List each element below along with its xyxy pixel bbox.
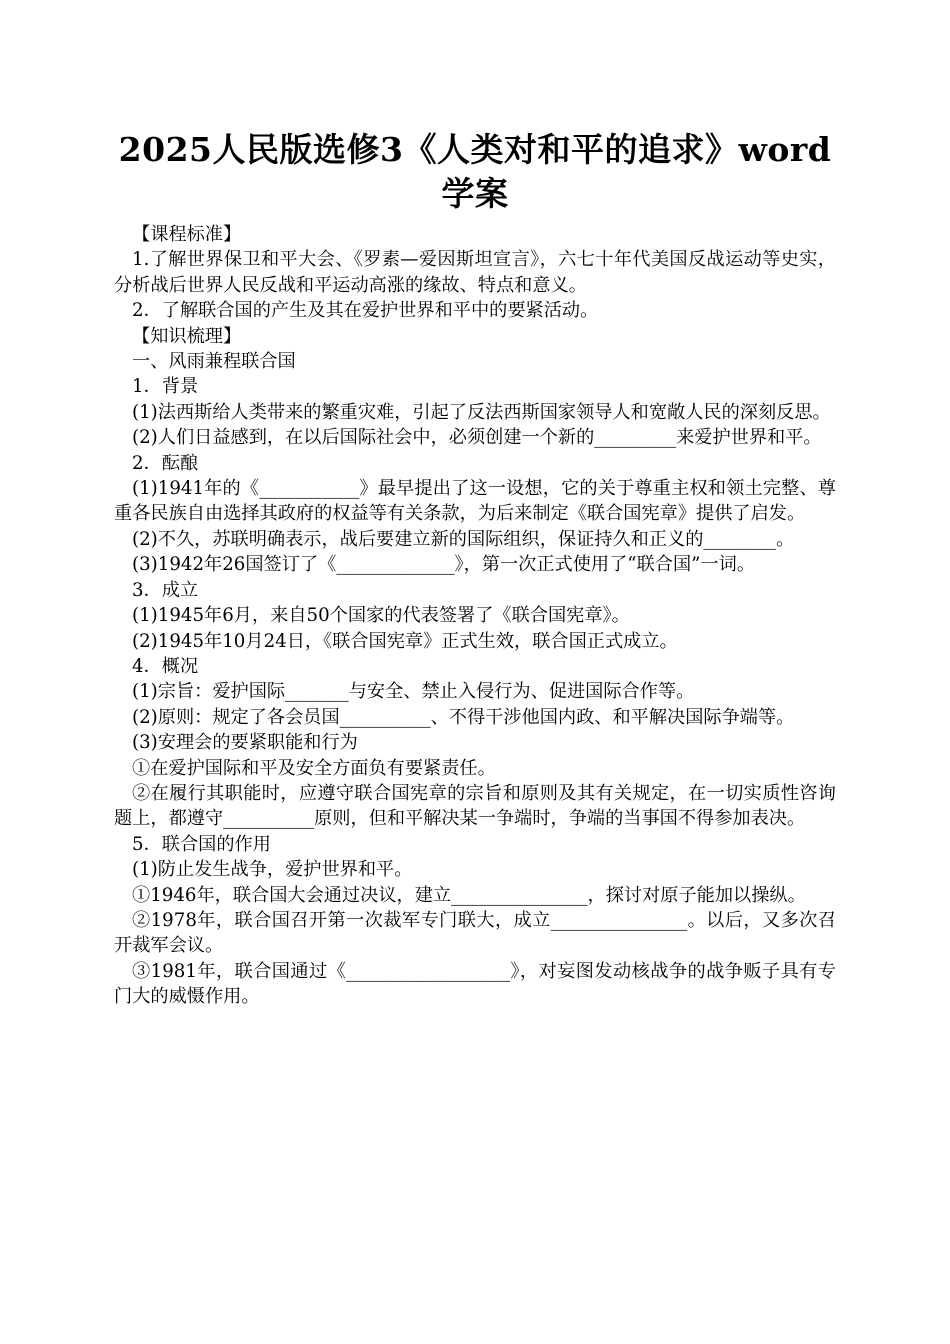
- paragraph: (1)法西斯给人类带来的繁重灾难，引起了反法西斯国家领导人和宽敞人民的深刻反思。: [132, 401, 831, 423]
- paragraph: (3)1942年26国签订了《_____________》，第一次正式使用了“联合国”一词。: [132, 554, 756, 576]
- paragraph: (2)不久，苏联明确表示，战后要建立新的国际组织，保证持久和正义的________。: [132, 528, 795, 550]
- document-title: 2025人民版选修3《人类对和平的追求》word学案: [118, 130, 832, 213]
- paragraph: ②在履行其职能时，应遵守联合国宪章的宗旨和原则及其有关规定，在一切实质性咨询题上，都遵守__________原则，但和平解决某一争端时，争端的当事国不得参加表决。: [114, 782, 836, 830]
- document-body: [114, 222, 836, 1010]
- paragraph: 【知识梳理】: [132, 325, 242, 347]
- paragraph: 4．概况: [132, 655, 199, 677]
- paragraph: 【课程标准】: [132, 224, 242, 245]
- paragraph: 一、风雨兼程联合国: [132, 351, 296, 373]
- paragraph: 1.了解世界保卫和平大会、《罗素—爱因斯坦宣言》，六七十年代美国反战运动等史实，分析战后世界人民反战和平运动高涨的缘故、特点和意义。: [114, 249, 836, 296]
- paragraph: ③1981年，联合国通过《__________________》，对妄图发动核战争的战争贩子具有专门大的威慑作用。: [114, 960, 836, 1008]
- paragraph: 3．成立: [132, 579, 199, 601]
- paragraph: 2．酝酿: [132, 452, 199, 474]
- paragraph: (1)1945年6月，来自50个国家的代表签署了《联合国宪章》。: [132, 605, 630, 627]
- paragraph: ①在爱护国际和平及安全方面负有要紧责任。: [132, 757, 496, 779]
- paragraph: ①1946年，联合国大会通过决议，建立_______________，探讨对原子能加以操纵。: [132, 884, 806, 906]
- paragraph: (1)防止发生战争，爱护世界和平。: [132, 859, 413, 881]
- paragraph: (2)原则：规定了各会员国__________、不得干涉他国内政、和平解决国际争端等。: [132, 706, 795, 728]
- paragraph: (1)宗旨：爱护国际_______与安全、禁止入侵行为、促进国际合作等。: [132, 681, 695, 703]
- paragraph: (2)人们日益感到，在以后国际社会中，必须创建一个新的_________来爱护世界和平。: [132, 427, 822, 449]
- document-page: [114, 128, 836, 1010]
- paragraph: ②1978年，联合国召开第一次裁军专门联大，成立_______________。以后，又多次召开裁军会议。: [114, 909, 836, 957]
- paragraph: (3)安理会的要紧职能和行为: [132, 732, 358, 754]
- paragraph: 2．了解联合国的产生及其在爱护世界和平中的要紧活动。: [132, 300, 599, 322]
- paragraph: 5．联合国的作用: [132, 833, 271, 855]
- paragraph: 1．背景: [132, 376, 199, 398]
- paragraph: (2)1945年10月24日，《联合国宪章》正式生效，联合国正式成立。: [132, 630, 678, 652]
- paragraph: (1)1941年的《___________》最早提出了这一设想，它的关于尊重主权和领土完整、尊重各民族自由选择其政府的权益等有关条款，为后来制定《联合国宪章》提供了启发。: [114, 478, 836, 525]
